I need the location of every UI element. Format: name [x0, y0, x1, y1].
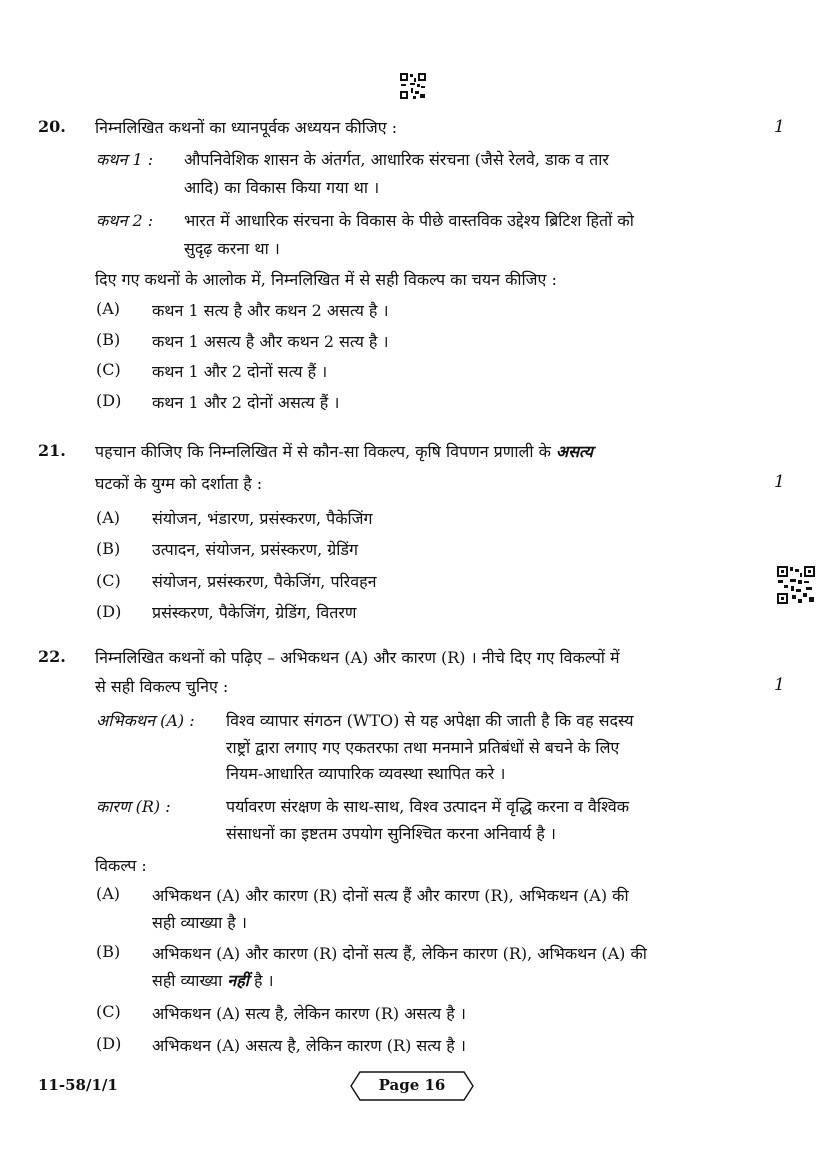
assertion-line-2: राष्ट्रों द्वारा लगाए गए एकतरफा तथा मनमाने प्रतिबंधों से बचने के लिए [226, 738, 620, 757]
paper-code: 11-58/1/1 [38, 1076, 118, 1094]
q22-option-b-line-1: अभिकथन (A) और कारण (R) दोनों सत्य हैं, लेकिन कारण (R), अभिकथन (A) की [152, 944, 647, 963]
page-number: Page 16 [378, 1076, 446, 1094]
question-21-emphasis: असत्य [555, 442, 593, 461]
q21-option-b-text: उत्पादन, संयोजन, प्रसंस्करण, ग्रेडिंग [152, 540, 359, 559]
reason-label: कारण (R) : [96, 797, 171, 816]
q22-option-d-text: अभिकथन (A) असत्य है, लेकिन कारण (R) सत्य है । [152, 1036, 466, 1055]
question-22-number: 22. [38, 647, 66, 666]
qr-code-top [399, 72, 427, 100]
q22-option-a-line-2: सही व्याख्या है । [152, 913, 247, 932]
q22-option-b-label: (B) [96, 942, 121, 961]
q21-option-c-text: संयोजन, प्रसंस्करण, पैकेजिंग, परिवहन [152, 572, 377, 591]
reason-line-1: पर्यावरण संरक्षण के साथ-साथ, विश्व उत्पादन में वृद्धि करना व वैश्विक [226, 797, 630, 816]
question-20-instruction: दिए गए कथनों के आलोक में, निम्नलिखित में से सही विकल्प का चयन कीजिए : [95, 270, 557, 289]
q21-option-a-text: संयोजन, भंडारण, प्रसंस्करण, पैकेजिंग [152, 509, 373, 528]
q22-option-a-line-1: अभिकथन (A) और कारण (R) दोनों सत्य हैं और कारण (R), अभिकथन (A) की [152, 886, 629, 905]
q20-option-c-text: कथन 1 और 2 दोनों सत्य हैं । [152, 362, 328, 381]
q20-option-d-text: कथन 1 और 2 दोनों असत्य हैं । [152, 393, 340, 412]
q20-option-b-label: (B) [96, 330, 121, 349]
question-21-stem-part: पहचान कीजिए कि निम्नलिखित में से कौन-सा विकल्प, कृषि विपणन प्रणाली के [95, 442, 551, 461]
assertion-line-1: विश्व व्यापार संगठन (WTO) से यह अपेक्षा की जाती है कि वह सदस्य [226, 711, 634, 730]
q22-option-a-label: (A) [96, 884, 121, 903]
question-22-stem-line-1: निम्नलिखित कथनों को पढ़िए – अभिकथन (A) और कारण (R) । नीचे दिए गए विकल्पों में [95, 648, 620, 667]
q22-option-b-post: है । [253, 971, 274, 990]
q20-option-b-text: कथन 1 असत्य है और कथन 2 सत्य है । [152, 332, 389, 351]
question-20-number: 20. [38, 117, 66, 136]
qr-code-side [776, 565, 816, 605]
q21-option-b-label: (B) [96, 539, 121, 558]
q21-option-d-label: (D) [96, 602, 122, 621]
q21-option-c-label: (C) [96, 571, 121, 590]
q22-option-b-line-2 [152, 969, 274, 991]
statement-2-label: कथन 2 : [96, 211, 154, 230]
assertion-label: अभिकथन (A) : [96, 711, 195, 730]
q22-option-c-label: (C) [96, 1002, 121, 1021]
statement-1-line-1: औपनिवेशिक शासन के अंतर्गत, आधारिक संरचना (जैसे रेलवे, डाक व तार [184, 150, 609, 169]
question-21-number: 21. [38, 441, 66, 460]
statement-2-line-1: भारत में आधारिक संरचना के विकास के पीछे वास्तविक उद्देश्य ब्रिटिश हितों को [184, 211, 634, 230]
statement-2-line-2: सुदृढ़ करना था । [184, 239, 280, 258]
q21-option-a-label: (A) [96, 508, 121, 527]
q20-option-a-text: कथन 1 सत्य है और कथन 2 असत्य है । [152, 301, 389, 320]
options-heading: विकल्प : [95, 856, 147, 875]
q22-option-d-label: (D) [96, 1034, 122, 1053]
statement-1-label: कथन 1 : [96, 150, 154, 169]
q21-option-d-text: प्रसंस्करण, पैकेजिंग, ग्रेडिंग, वितरण [152, 603, 357, 622]
question-21-marks: 1 [774, 472, 785, 492]
q22-option-b-emphasis: नहीं [227, 971, 249, 990]
statement-1-line-2: आदि) का विकास किया गया था । [184, 178, 380, 197]
question-20-stem: निम्नलिखित कथनों का ध्यानपूर्वक अध्ययन कीजिए : [95, 118, 398, 137]
question-20-marks: 1 [774, 117, 785, 137]
reason-line-2: संसाधनों का इष्टतम उपयोग सुनिश्चित करना अनिवार्य है । [226, 824, 556, 843]
q22-option-c-text: अभिकथन (A) सत्य है, लेकिन कारण (R) असत्य है । [152, 1004, 466, 1023]
question-22-stem-line-2: से सही विकल्प चुनिए : [95, 677, 229, 696]
assertion-line-3: नियम-आधारित व्यापारिक व्यवस्था स्थापित करे । [226, 764, 506, 783]
q20-option-a-label: (A) [96, 299, 121, 318]
q22-option-b-pre: सही व्याख्या [152, 971, 223, 990]
question-21-stem-line-2: घटकों के युग्म को दर्शाता है : [95, 474, 263, 493]
question-21-stem-line-1 [95, 440, 593, 462]
q20-option-c-label: (C) [96, 360, 121, 379]
question-22-marks: 1 [774, 675, 785, 695]
q20-option-d-label: (D) [96, 391, 122, 410]
